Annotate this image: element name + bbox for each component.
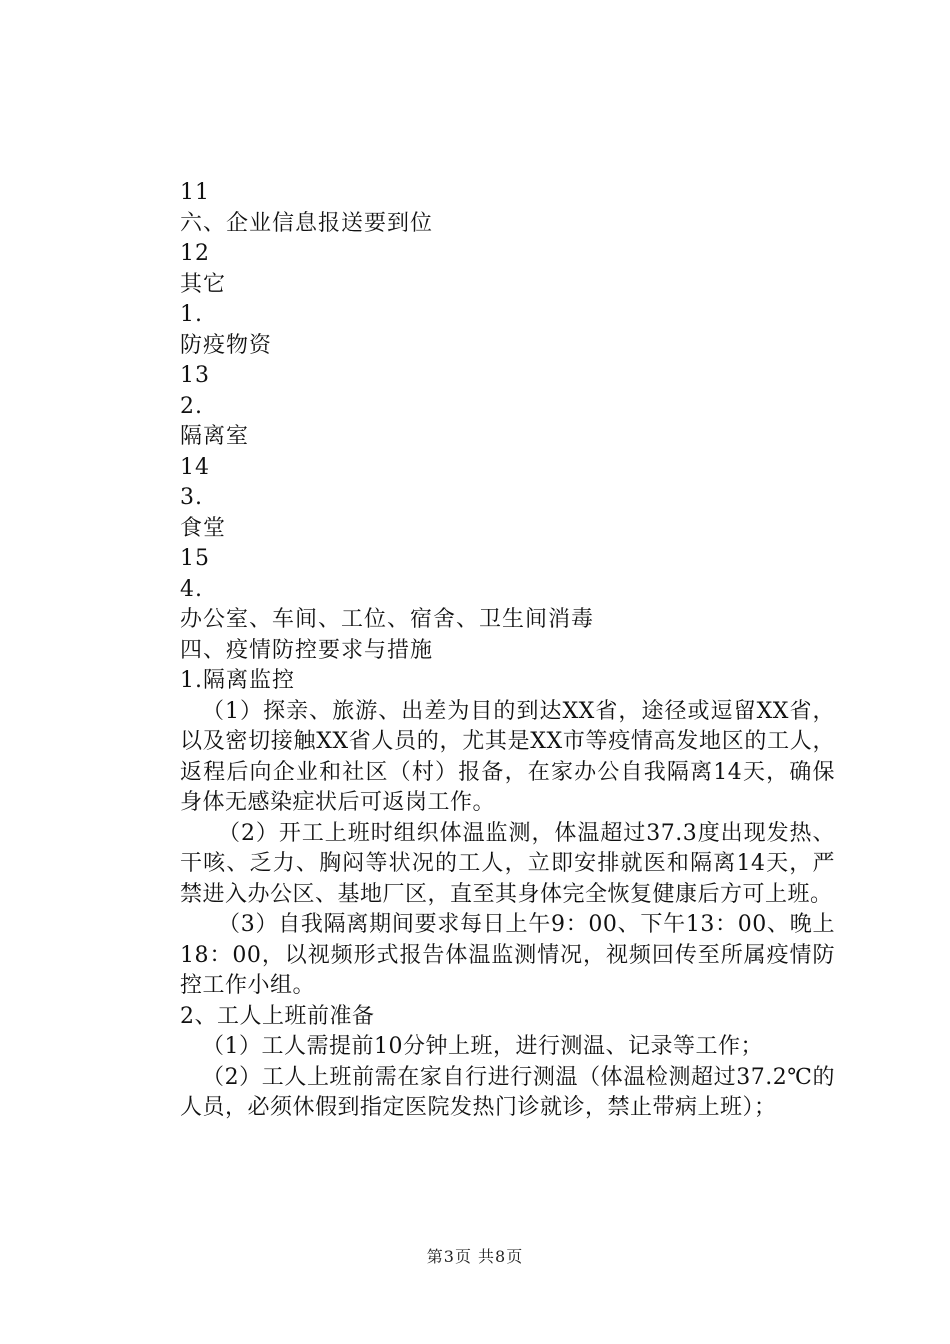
document-body — [180, 178, 835, 1124]
list-line: 11 — [180, 180, 210, 205]
paragraph: （1）工人需提前10分钟上班，进行测温、记录等工作； — [202, 1034, 763, 1059]
paragraph: （2）工人上班前需在家自行进行测温（体温检测超过37.2℃的人员，必须休假到指定医院发热门诊就诊，禁止带病上班）； — [180, 1064, 835, 1120]
subsection-heading: 1.隔离监控 — [180, 668, 295, 693]
page-footer: 第3页 共8页 — [426, 1247, 524, 1266]
list-line: 防疫物资 — [180, 332, 273, 358]
list-line: 办公室、车间、工位、宿舍、卫生间消毒 — [180, 607, 595, 632]
section-heading: 六、企业信息报送要到位 — [180, 210, 434, 236]
paragraph: （2）开工上班时组织体温监测，体温超过37.3度出现发热、干咳、乏力、胸闷等状况的工人，立即安排就医和隔离14天，严禁进入办公区、基地厂区，直至其身体完全恢复健康后方可上班。 — [180, 820, 835, 907]
list-line: 14 — [180, 454, 210, 480]
subsection-heading: 2、工人上班前准备 — [180, 1003, 375, 1029]
list-line: 隔离室 — [180, 424, 250, 449]
list-line: 4. — [180, 576, 203, 602]
list-line: 食堂 — [180, 515, 227, 541]
list-line: 3. — [180, 485, 203, 510]
section-heading: 四、疫情防控要求与措施 — [180, 637, 434, 663]
list-line: 其它 — [180, 271, 227, 297]
list-line: 15 — [180, 546, 210, 571]
list-line: 13 — [180, 363, 210, 388]
paragraph: （1）探亲、旅游、出差为目的到达XX省，途径或逗留XX省，以及密切接触XX省人员的，尤其是XX市等疫情高发地区的工人，返程后向企业和社区（村）报备，在家办公自我隔离14天，确保身体无感染症状后可返岗工作。 — [180, 698, 835, 815]
paragraph: （3）自我隔离期间要求每日上午9：00、下午13：00、晚上18：00，以视频形式报告体温监测情况，视频回传至所属疫情防控工作小组。 — [180, 912, 835, 998]
list-line: 12 — [180, 241, 210, 266]
list-line: 1. — [180, 302, 203, 327]
list-line: 2. — [180, 393, 203, 419]
